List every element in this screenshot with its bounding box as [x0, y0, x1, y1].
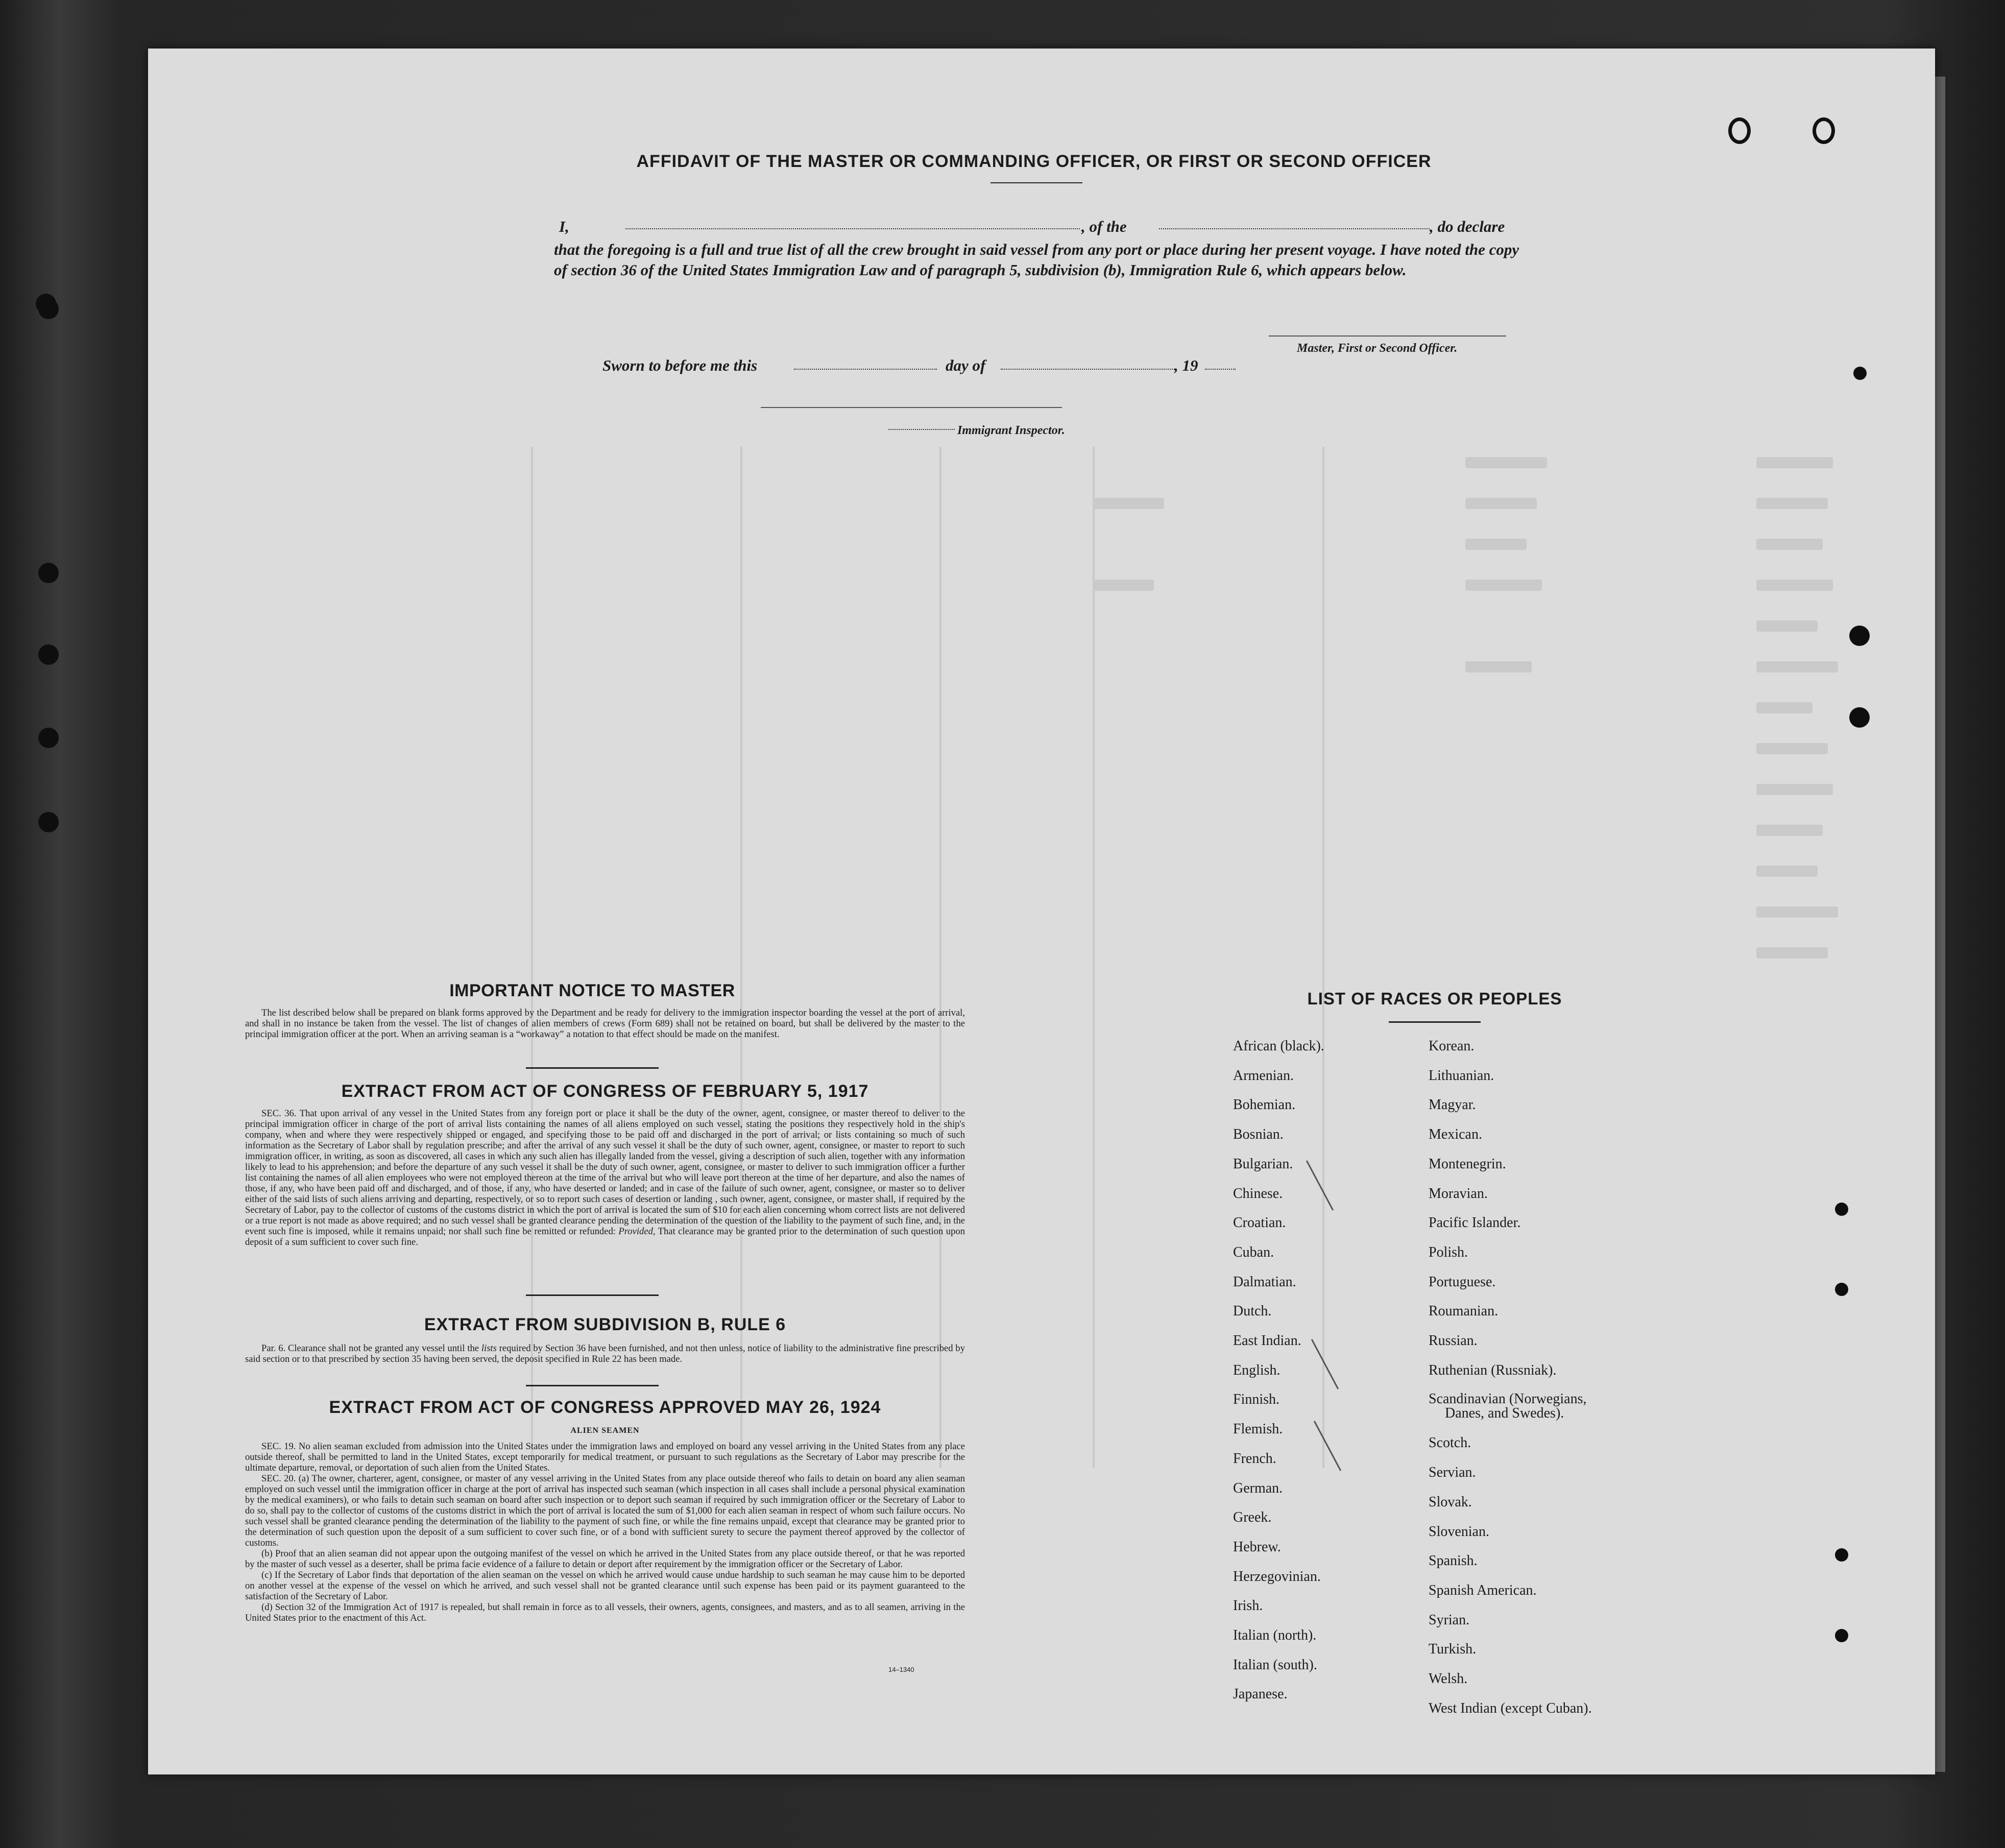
race-item: Russian. [1429, 1333, 1478, 1349]
extract-rule6-text [245, 1343, 965, 1364]
master-signature-label: Master, First or Second Officer. [1297, 342, 1458, 355]
extract-rule6-title: EXTRACT FROM SUBDIVISION B, RULE 6 [424, 1315, 786, 1334]
race-item: Herzegovinian. [1233, 1568, 1321, 1585]
race-item: Montenegrin. [1429, 1156, 1506, 1172]
sworn-day-field[interactable] [794, 369, 937, 370]
par6-text-after: required by Section 36 have been furnished, and not then unless, notice of liability to the administrative fine prescribed by said section or to that prescribed by section 35 having been served, the deposit specified in Rule 22 has been made. [245, 1343, 965, 1364]
inspector-label: Immigrant Inspector. [957, 424, 1065, 437]
race-item: Moravian. [1429, 1185, 1488, 1202]
inspector-signature-field[interactable] [761, 407, 1062, 408]
extract-1924-text [245, 1441, 965, 1623]
race-item: Italian (north). [1233, 1627, 1317, 1644]
day-of-label: day of [946, 356, 986, 374]
proviso-text: That clearance may be granted prior to the determination of such question upon deposit of a sum sufficient to cover such fine. [245, 1226, 965, 1247]
race-item: Magyar. [1429, 1097, 1476, 1113]
race-item: Scotch. [1429, 1435, 1471, 1451]
binder-hole [1835, 1629, 1848, 1642]
race-item: Syrian. [1429, 1612, 1470, 1628]
race-item: Roumanian. [1429, 1303, 1499, 1319]
extract-1924-title: EXTRACT FROM ACT OF CONGRESS APPROVED MAY 26, 1924 [329, 1398, 881, 1417]
race-item: German. [1233, 1480, 1283, 1496]
race-item: Bulgarian. [1233, 1156, 1293, 1172]
sworn-year-field[interactable] [1205, 369, 1236, 370]
master-signature-field[interactable] [1269, 335, 1506, 337]
race-item: Mexican. [1429, 1126, 1482, 1143]
section-rule [526, 1385, 659, 1386]
section-rule [526, 1294, 659, 1296]
race-item: Spanish American. [1429, 1582, 1537, 1598]
race-item: Japanese. [1233, 1686, 1288, 1702]
race-item: Portuguese. [1429, 1274, 1496, 1290]
notice-title: IMPORTANT NOTICE TO MASTER [449, 981, 735, 1000]
officer-name-field[interactable] [625, 228, 1080, 229]
sec36-text: SEC. 36. That upon arrival of any vessel in the United States from any foreign port or place it shall be the duty of the owner, agent, consignee, or master thereof to deliver to the principal immigration officer in charge of the port of arrival lists containing the names of all aliens employed on such vessel, stating the positions they respectively hold in the ship's company, when and where they were respectively shipped or engaged, and specifying those to be paid off and discharged in the port of arrival; or lists containing so much of such information as the Secretary of Labor shall by regulation prescribe; and after the arrival of any such vessel it shall be the duty of such owner, agent, consignee, or master to report to such immigration officer, in writing, as soon as discovered, all cases in which any such alien has illegally landed from the vessel, giving a description of such alien, together with any information likely to lead to his apprehension; and before the departure of any such vessel it shall be the duty of such owner, agent, consignee, or master to deliver to such immigration officer a further list containing the names of all alien employees who were not employed thereon at the time of the arrival but who will leave port thereon at the time of her departure, and also the names of those, if any, who have been paid off and discharged, and of those, if any, who have deserted or landed; and in case of the failure of such owner, agent, consignee, or master so to deliver either of the said lists of such aliens arriving and departing, respectively, or so to report such cases of desertion or landing , such owner, agent, consignee, or master shall, if required by the Secretary of Labor, pay to the collector of customs of the customs district in which the port of arrival is located the sum of $10 for each alien concerning whom correct lists are not delivered or a true report is not made as above required; and no such vessel shall be granted clearance pending the determination of the question of the liability to the payment of such fine, and, in the event such fine is imposed, while it remains unpaid; nor shall such fine be remitted or refunded: [245, 1108, 965, 1237]
notice-text [245, 1007, 965, 1040]
affidavit-declaration: that the foregoing is a full and true list of all the crew brought in said vessel from any port or place during her present voyage. I have noted the copy of section 36 of the United States Immigration Law and of paragraph 5, subdivision (b), Immigration Rule 6, which appears below. [554, 241, 1519, 279]
race-item: Polish. [1429, 1244, 1468, 1260]
extract-1917-title: EXTRACT FROM ACT OF CONGRESS OF FEBRUARY 5, 1917 [341, 1082, 869, 1101]
binder-hole [38, 812, 59, 832]
binder-hole [38, 728, 59, 748]
race-item: Scandinavian (Norwegians, [1429, 1391, 1587, 1407]
race-item: Dutch. [1233, 1303, 1272, 1319]
race-item: East Indian. [1233, 1333, 1301, 1349]
race-item: Dalmatian. [1233, 1274, 1296, 1290]
form-number: 14–1340 [888, 1666, 914, 1673]
affidavit-i-label: I, [559, 218, 569, 235]
race-item: Armenian. [1233, 1067, 1294, 1084]
affidavit-title: AFFIDAVIT OF THE MASTER OR COMMANDING OFFICER, OR FIRST OR SECOND OFFICER [636, 152, 1432, 171]
binder-hole [1835, 1283, 1848, 1296]
extract-1917-text [245, 1108, 965, 1247]
race-item: Slovenian. [1429, 1523, 1489, 1540]
title-rule [991, 182, 1082, 183]
sworn-month-field[interactable] [1001, 369, 1177, 370]
race-item: Danes, and Swedes). [1445, 1405, 1564, 1422]
affidavit-do-declare-label: , do declare [1430, 218, 1505, 235]
race-item: French. [1233, 1450, 1276, 1467]
race-item: Chinese. [1233, 1185, 1283, 1202]
proviso-word: Provided, [618, 1226, 656, 1237]
race-item: Hebrew. [1233, 1539, 1281, 1555]
race-item: Croatian. [1233, 1215, 1286, 1231]
binder-hole [38, 299, 59, 319]
binder-hole [1813, 117, 1835, 144]
race-item: Servian. [1429, 1465, 1476, 1481]
binder-hole [1835, 1548, 1848, 1562]
race-item: Greek. [1233, 1509, 1272, 1526]
races-left-column [1233, 1031, 1324, 1709]
sworn-label: Sworn to before me this [602, 356, 758, 374]
binder-hole [38, 644, 59, 665]
binder-hole [38, 563, 59, 583]
races-right-column [1429, 1031, 1592, 1723]
alien-seamen-subtitle: ALIEN SEAMEN [570, 1426, 640, 1435]
section-rule [526, 1067, 659, 1069]
race-item: Cuban. [1233, 1244, 1274, 1260]
sec20c-paragraph: (c) If the Secretary of Labor finds that deportation of the alien seaman on the vessel on which he arrived would cause undue hardship to such seaman he may cause him to be deported on another vessel at the expense of the vessel on which he arrived, and such vessel shall not be granted clearance until such expense has been paid or its payment guaranteed to the satisfaction of the Secretary of Labor. [245, 1570, 965, 1602]
sec20a-paragraph: SEC. 20. (a) The owner, charterer, agent, consignee, or master of any vessel arriving in the United States from any place outside thereof who fails to detain on board any alien seaman employed on such vessel until the immigration officer in charge at the port of arrival has inspected such seaman (which inspection in all cases shall include a personal physical examination by the medical examiners), or who fails to detain such seaman on board after such inspection or to deport such seaman if required by such immigration officer or the Secretary of Labor to do so, shall pay to the collector of customs of the customs district in which the port of arrival is located the sum of $1,000 for each alien seaman in respect of whom such failure occurs. No such vessel shall be granted clearance pending the determination of the liability to the payment of such fine, or while the fine remains unpaid, except that clearance may be granted prior to the determination of such question upon the deposit of a sum sufficient to cover such fine, or of a bond with sufficient surety to secure the payment thereof approved by the collector of customs. [245, 1473, 965, 1548]
binder-hole [1849, 626, 1870, 646]
lists-word: lists [481, 1343, 497, 1354]
race-item: Bohemian. [1233, 1097, 1296, 1113]
vessel-name-field[interactable] [1159, 228, 1430, 229]
binder-hole [1728, 117, 1751, 144]
race-item: Pacific Islander. [1429, 1215, 1521, 1231]
race-item: Italian (south). [1233, 1657, 1317, 1673]
race-item: Lithuanian. [1429, 1067, 1494, 1084]
inspector-lead-line [888, 429, 955, 430]
race-item: West Indian (except Cuban). [1429, 1700, 1592, 1716]
race-item: Ruthenian (Russniak). [1429, 1362, 1557, 1378]
race-item: Korean. [1429, 1038, 1475, 1054]
races-title-rule [1389, 1021, 1481, 1023]
race-item: Bosnian. [1233, 1126, 1284, 1143]
races-title: LIST OF RACES OR PEOPLES [1307, 989, 1562, 1008]
race-item: African (black). [1233, 1038, 1324, 1054]
binder-hole [1835, 1203, 1848, 1216]
sec19-paragraph: SEC. 19. No alien seaman excluded from admission into the United States under the immigration laws and employed on board any vessel arriving in the United States from any place outside thereof, shall be permitted to land in the United States, except temporarily for medical treatment, or pursuant to such regulations as the Secretary of Labor may prescribe for the ultimate departure, removal, or deportation of such alien from the United States. [245, 1441, 965, 1473]
race-item: Flemish. [1233, 1421, 1283, 1437]
sec20d-paragraph: (d) Section 32 of the Immigration Act of 1917 is repealed, but shall remain in force as to all vessels, their owners, agents, consignees, and masters, and as to all seamen, arriving in the United States prior to the enactment of this Act. [245, 1602, 965, 1623]
race-item: Welsh. [1429, 1671, 1468, 1687]
par6-text-before: Par. 6. Clearance shall not be granted any vessel until the [261, 1343, 479, 1354]
race-item: Irish. [1233, 1598, 1263, 1614]
affidavit-of-the-label: , of the [1081, 218, 1127, 235]
race-item: Slovak. [1429, 1494, 1472, 1510]
year-label: , 19 [1174, 356, 1198, 374]
binder-hole [1849, 707, 1870, 728]
race-item: Spanish. [1429, 1553, 1478, 1569]
notice-paragraph: The list described below shall be prepared on blank forms approved by the Department and be ready for delivery to the immigration inspector boarding the vessel at the port of arrival, and shall in no instance be taken from the vessel. The list of changes of alien members of crews (Form 689) shall not be retained on board, but shall be delivered by the master to the principal immigration officer at the port. When an arriving seaman is a “workaway” a notation to that effect should be made on the manifest. [245, 1007, 965, 1040]
race-item: Turkish. [1429, 1641, 1477, 1658]
sec20b-paragraph: (b) Proof that an alien seaman did not appear upon the outgoing manifest of the vessel on which he arrived in the United States from any place outside thereof, or that he was reported by the master of such vessel as a deserter, shall be prima facie evidence of a failure to detain or deport after requirement by the immigration officer or the Secretary of Labor. [245, 1548, 965, 1570]
binder-hole [1853, 367, 1867, 380]
race-item: English. [1233, 1362, 1281, 1378]
race-item: Finnish. [1233, 1391, 1280, 1408]
